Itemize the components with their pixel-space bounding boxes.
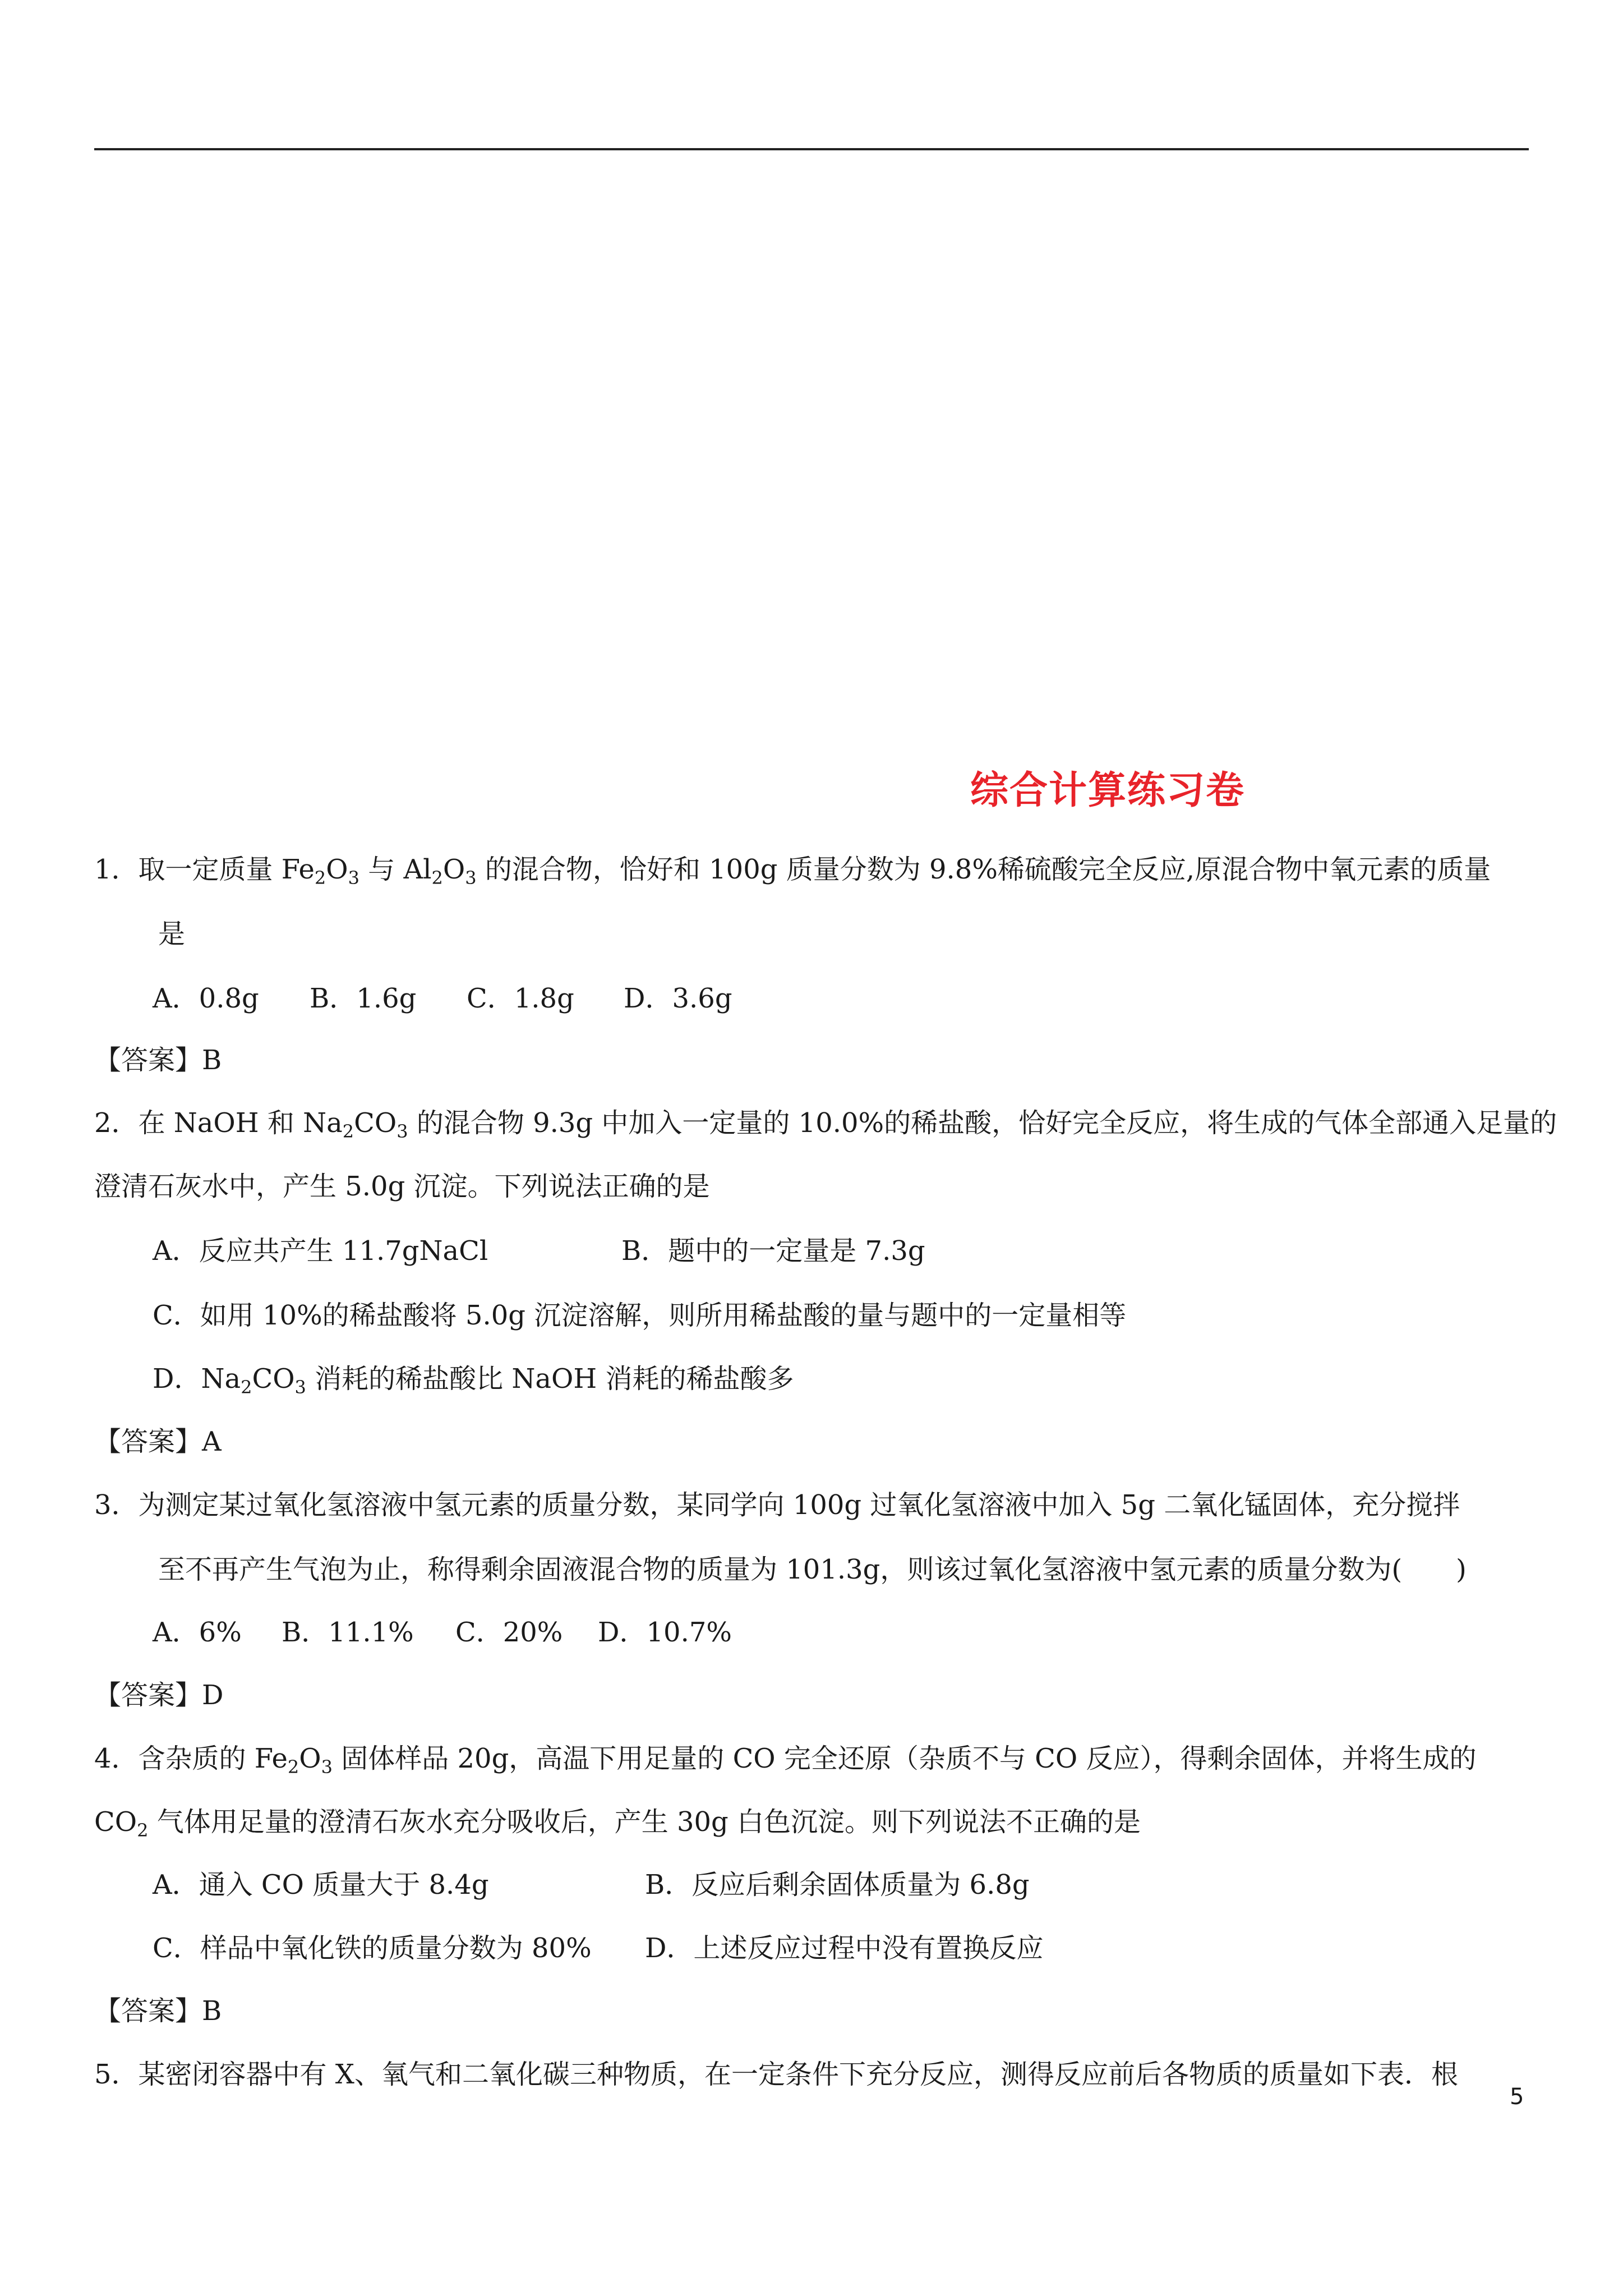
question-2-number: 2． [94,1107,139,1139]
question-4-option-c: C．样品中氧化铁的质量分数为 80% [153,1932,592,1964]
question-4-number: 4． [94,1743,139,1774]
question-1-answer: 【答案】B [94,1045,222,1076]
question-4-line-1: 4．含杂质的 $Fe_2O_3$ 固体样品 20g，高温下用足量的 CO 完全还原（杂质不与 CO 反应），得剩余固体，并将生成的 [94,1743,1477,1778]
question-3-answer: 【答案】D [94,1680,224,1711]
question-2-answer: 【答案】A [94,1426,222,1457]
question-2-option-b: B．题中的一定量是 7.3g [621,1235,925,1267]
question-1-number: 1． [94,854,139,885]
question-1-option-b: B．1.6g [310,983,417,1014]
question-2-line-2: 澄清石灰水中，产生 5.0g 沉淀。下列说法正确的是 [94,1171,710,1202]
question-1-option-d: D．3.6g [624,983,732,1014]
question-4-line-2: $CO_2$ 气体用足量的澄清石灰水充分吸收后，产生 30g 白色沉淀。则下列说法不正确的是 [94,1806,1141,1841]
question-3-number: 3． [94,1489,139,1521]
header-rule [94,148,1529,150]
question-1-option-a: A．0.8g [153,983,259,1014]
question-4-option-b: B．反应后剩余固体质量为 6.8g [645,1869,1030,1901]
question-4-option-d: D．上述反应过程中没有置换反应 [645,1932,1044,1964]
question-3-option-b: B．11.1% [282,1617,414,1648]
question-4-answer: 【答案】B [94,1995,222,2027]
question-3-line-1: 3．为测定某过氧化氢溶液中氢元素的质量分数，某同学向 100g 过氧化氢溶液中加入 5g 二氧化锰固体，充分搅拌 [94,1489,1460,1521]
question-1-line-2: 是 [158,918,186,950]
question-1-option-c: C．1.8g [467,983,574,1014]
question-2-option-d: D．$Na_2CO_3$ 消耗的稀盐酸比 NaOH 消耗的稀盐酸多 [153,1363,794,1398]
page-number: 5 [1510,2084,1524,2110]
question-2-option-c: C．如用 10%的稀盐酸将 5.0g 沉淀溶解，则所用稀盐酸的量与题中的一定量相等 [153,1300,1127,1331]
question-4-option-a: A．通入 CO 质量大于 8.4g [153,1869,489,1901]
question-2-line-1: 2．在 NaOH 和 $Na_2CO_3$ 的混合物 9.3g 中加入一定量的 10.0%的稀盐酸，恰好完全反应，将生成的气体全部通入足量的 [94,1107,1557,1142]
page-title: 综合计算练习卷 [970,769,1246,813]
question-3-option-c: C．20% [455,1617,563,1648]
question-2-option-a: A．反应共产生 11.7gNaCl [153,1235,488,1267]
question-3-option-a: A．6% [153,1617,242,1648]
question-3-option-d: D．10.7% [598,1617,732,1648]
question-3-line-2: 至不再产生气泡为止，称得剩余固液混合物的质量为 101.3g，则该过氧化氢溶液中氢元素的质量分数为( ) [158,1554,1467,1585]
question-5-line-1: 5．某密闭容器中有 X、氧气和二氧化碳三种物质，在一定条件下充分反应，测得反应前后各物质的质量如下表．根 [94,2059,1458,2090]
question-1-line-1: 1．取一定质量 $Fe_2O_3$ 与 $Al_2O_3$ 的混合物，恰好和 100g 质量分数为 9.8%稀硫酸完全反应,原混合物中氧元素的质量 [94,854,1491,889]
question-5-number: 5． [94,2059,139,2090]
